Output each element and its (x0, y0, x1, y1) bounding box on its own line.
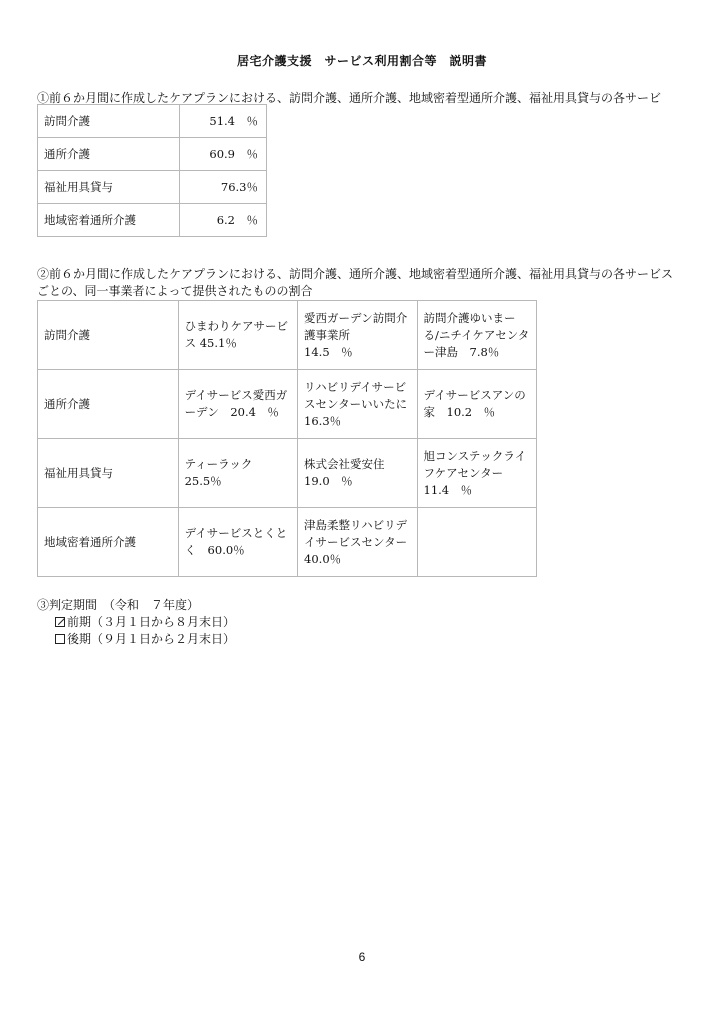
provider-cell: 訪問介護ゆいまーる/ニチイケアセンター津島 7.8％ (417, 301, 537, 370)
service-ratio: 60.9 ％ (180, 138, 267, 171)
period-option-second-half[interactable] (55, 631, 235, 648)
provider-cell: リハビリデイサービスセンターいいたに 16.3％ (298, 370, 417, 439)
service-label: 地域密着通所介護 (38, 508, 179, 577)
table-row (38, 204, 267, 237)
service-label: 福祉用具貸与 (38, 439, 179, 508)
provider-ratio-table (37, 300, 537, 577)
provider-cell: 愛西ガーデン訪問介護事業所 14.5 ％ (298, 301, 417, 370)
period-option-first-half[interactable] (55, 614, 235, 631)
service-label: 訪問介護 (38, 301, 179, 370)
table-row (38, 171, 267, 204)
section2-heading: ②前６か月間に作成したケアプランにおける、訪問介護、通所介護、地域密着型通所介護、福祉用具貸与の各サービスごとの、同一事業者によって提供されたものの割合 (37, 267, 674, 298)
service-ratio-table (37, 104, 267, 237)
section3-heading: ③判定期間 （令和 ７年度） (37, 598, 200, 612)
provider-cell: ひまわりケアサービス 45.1％ (178, 301, 297, 370)
section1-heading: ①前６か月間に作成したケアプランにおける、訪問介護、通所介護、地域密着型通所介護、福祉用具貸与の各サービ (37, 91, 662, 105)
checkbox-checked-icon[interactable] (55, 617, 65, 627)
table-row (38, 105, 267, 138)
table-row (38, 301, 537, 370)
table-row (38, 138, 267, 171)
provider-cell: 旭コンステックライフケアセンター 11.4 ％ (417, 439, 537, 508)
period-option-label: 後期（９月１日から２月末日） (67, 632, 236, 646)
service-label: 地域密着通所介護 (38, 204, 180, 237)
checkbox-empty-icon[interactable] (55, 634, 65, 644)
table-row (38, 439, 537, 508)
period-option-label: 前期（３月１日から８月末日） (67, 615, 236, 629)
document-title: 居宅介護支援 サービス利用割合等 説明書 (236, 54, 487, 68)
table-row (38, 508, 537, 577)
provider-cell: デイサービス愛西ガーデン 20.4 ％ (178, 370, 297, 439)
service-label: 福祉用具貸与 (38, 171, 180, 204)
service-label: 通所介護 (38, 370, 179, 439)
provider-cell: デイサービスとくとく 60.0％ (178, 508, 297, 577)
service-ratio: 51.4 ％ (180, 105, 267, 138)
provider-cell: 株式会社愛安住 19.0 ％ (298, 439, 417, 508)
provider-cell: デイサービスアンの家 10.2 ％ (417, 370, 537, 439)
service-ratio: 76.3％ (180, 171, 267, 204)
service-label: 訪問介護 (38, 105, 180, 138)
provider-cell: ティーラック 25.5％ (178, 439, 297, 508)
table-row (38, 370, 537, 439)
service-ratio: 6.2 ％ (180, 204, 267, 237)
service-label: 通所介護 (38, 138, 180, 171)
provider-cell: 津島柔整リハビリデイサービスセンター 40.0％ (298, 508, 417, 577)
provider-cell (417, 508, 537, 577)
page-number: 6 (358, 950, 366, 964)
